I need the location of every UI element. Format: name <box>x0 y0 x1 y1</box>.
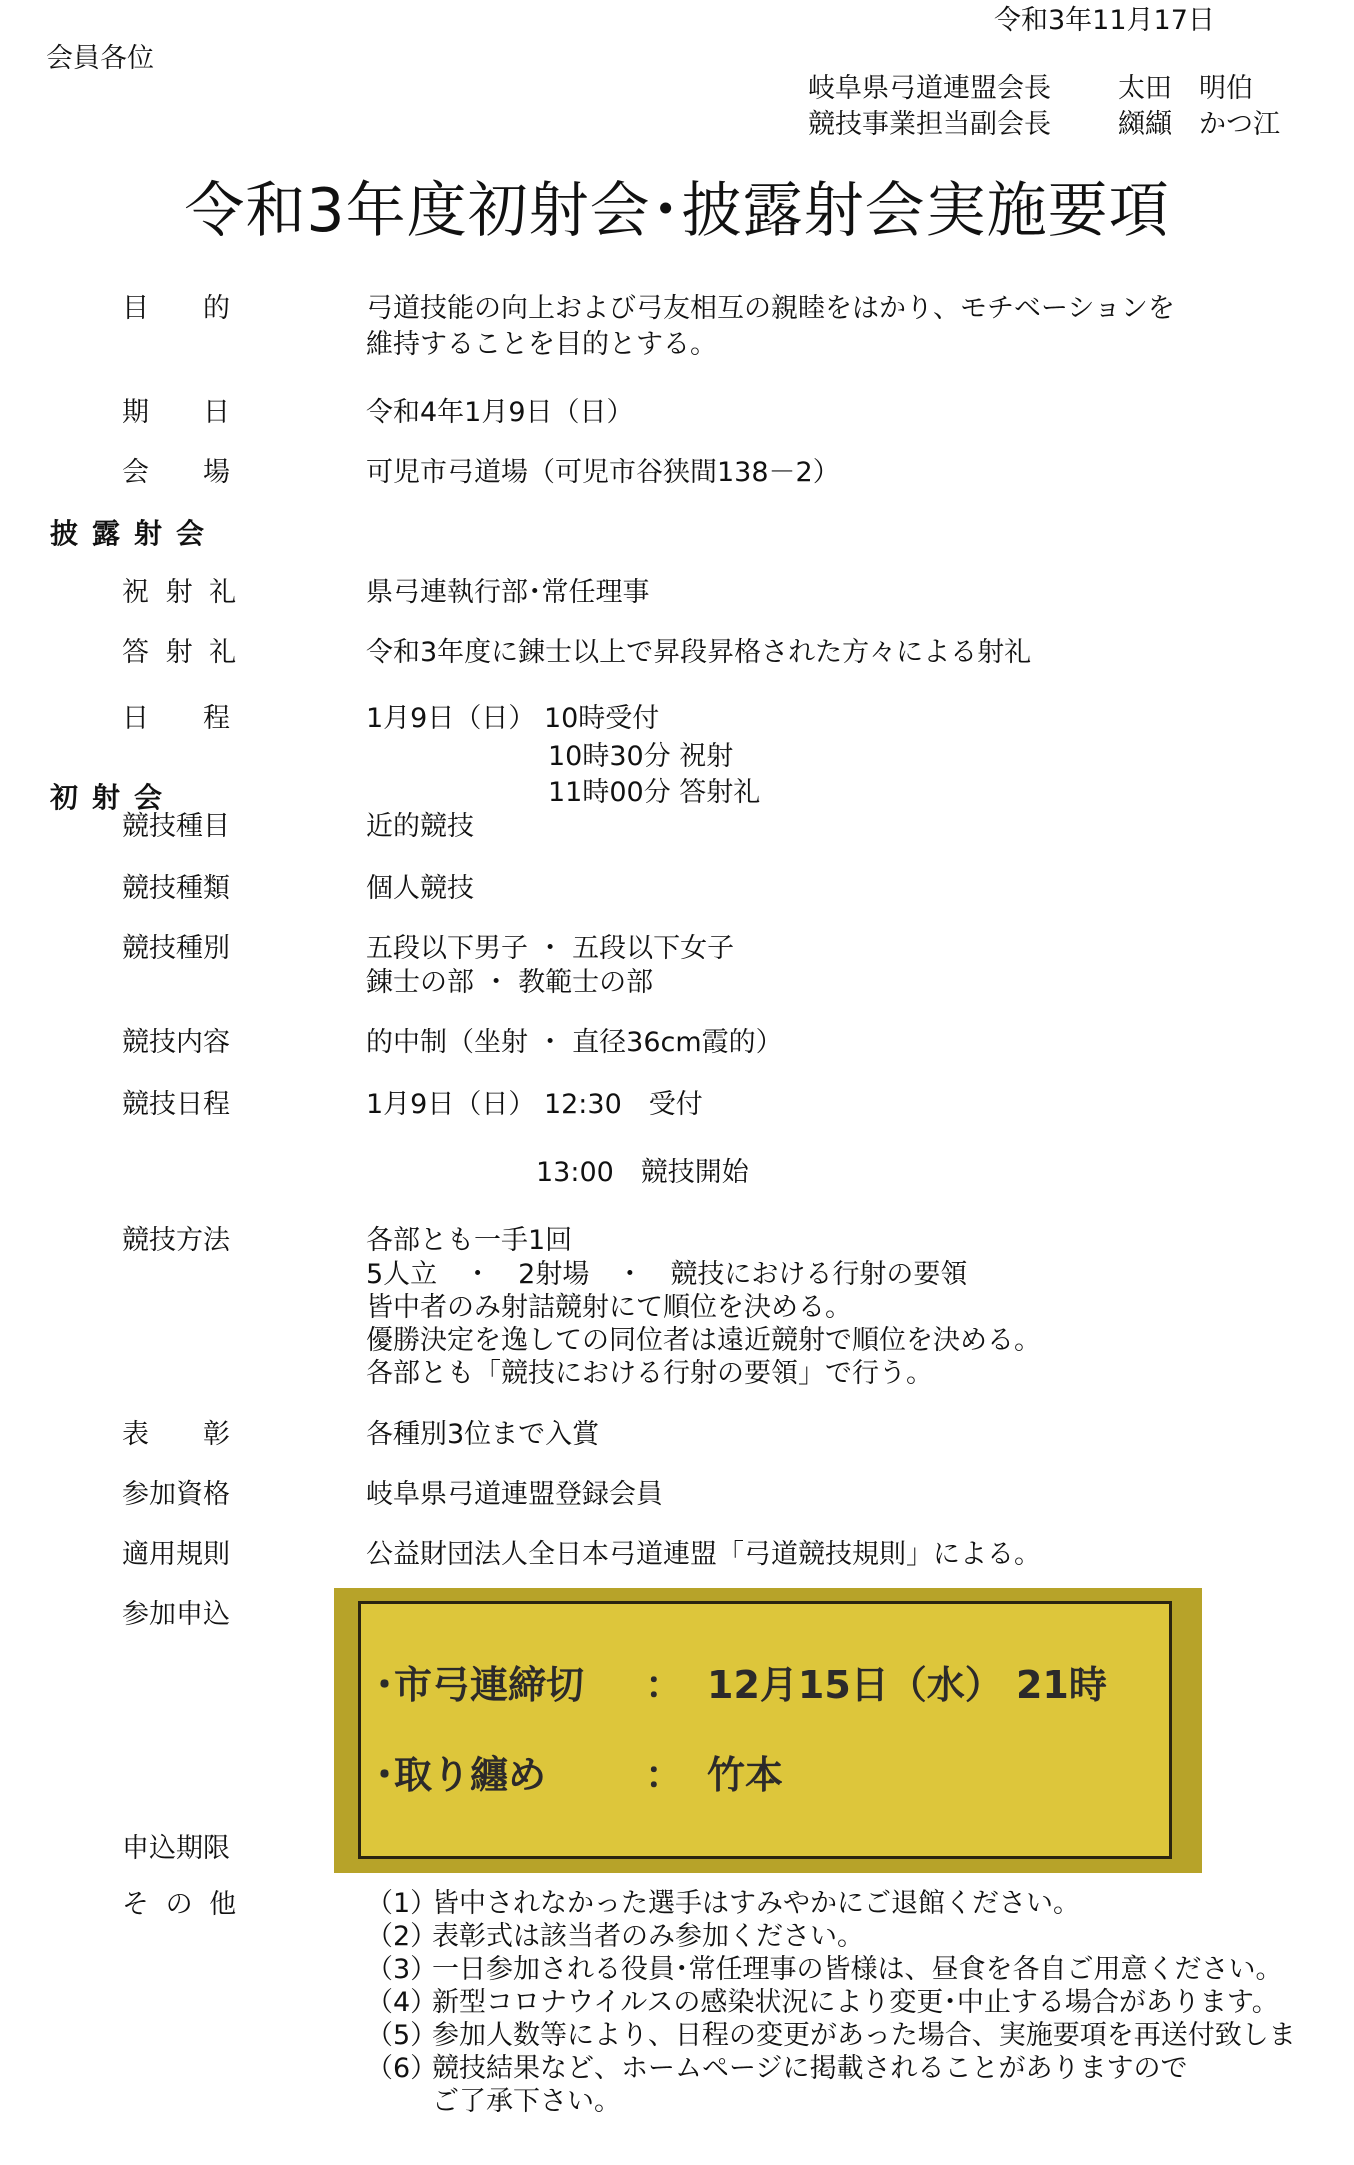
event-item-label: 競技種目 <box>122 811 230 842</box>
purpose-label: 目 的 <box>122 293 230 324</box>
rules-label: 適用規則 <box>122 1539 230 1570</box>
note-number: （5） <box>366 2020 438 2051</box>
schedule-line-2: 10時30分 祝射 <box>548 741 734 772</box>
application-notice-inner <box>358 1601 1172 1859</box>
notice-deadline-value: 12月15日（水） 21時 <box>707 1663 1107 1707</box>
note-text: 新型コロナウイルスの感染状況により変更･中止する場合があります。 <box>432 1987 1279 2018</box>
event-schedule-label: 競技日程 <box>122 1089 230 1120</box>
tosha-label: 答 射 礼 <box>122 637 241 668</box>
other-label: そ の 他 <box>122 1889 241 1920</box>
date-label: 期 日 <box>122 397 230 428</box>
event-method-line-1: 各部とも一手1回 <box>366 1225 573 1256</box>
issuer-1-title: 岐阜県弓道連盟会長 <box>808 73 1051 104</box>
note-number: （1） <box>366 1888 438 1919</box>
note-text: 参加人数等により、日程の変更があった場合、実施要項を再送付致しま <box>432 2020 1296 2051</box>
event-content-label: 競技内容 <box>122 1027 230 1058</box>
event-method-line-5: 各部とも「競技における行射の要領」で行う。 <box>366 1358 933 1389</box>
application-label: 参加申込 <box>122 1599 230 1630</box>
note-item <box>366 1921 864 1952</box>
note-item <box>366 2086 621 2117</box>
note-text: ご了承下さい。 <box>432 2086 621 2117</box>
notice-deadline-key: ･市弓連締切 <box>375 1663 585 1707</box>
document-title: 令和3年度初射会･披露射会実施要項 <box>184 176 1170 246</box>
rules-value: 公益財団法人全日本弓道連盟「弓道競技規則」による。 <box>366 1539 1041 1570</box>
note-item <box>366 2053 1187 2084</box>
section-heading-hatsu: 初射会 <box>50 781 177 814</box>
event-category-label: 競技種別 <box>122 933 230 964</box>
issuer-2-title: 競技事業担当副会長 <box>808 109 1051 140</box>
event-type-label: 競技種類 <box>122 873 230 904</box>
venue-label: 会 場 <box>122 457 230 488</box>
date-value: 令和4年1月9日（日） <box>366 397 634 428</box>
event-method-line-2: 5人立 ・ 2射場 ・ 競技における行射の要領 <box>366 1259 968 1290</box>
schedule-label: 日 程 <box>122 703 230 734</box>
notice-organizer-key: ･取り纏め <box>375 1753 547 1797</box>
tosha-value: 令和3年度に錬士以上で昇段昇格された方々による射礼 <box>366 637 1032 668</box>
note-text: 競技結果など、ホームページに掲載されることがありますので <box>432 2053 1188 2084</box>
event-method-line-3: 皆中者のみ射詰競射にて順位を決める。 <box>366 1292 852 1323</box>
notice-deadline-colon: ： <box>645 1663 684 1707</box>
note-text: 一日参加される役員･常任理事の皆様は、昼食を各自ご用意ください。 <box>432 1954 1283 1985</box>
event-category-line-1: 五段以下男子 ・ 五段以下女子 <box>366 933 735 964</box>
event-method-line-4: 優勝決定を逸しての同位者は遠近競射で順位を決める。 <box>366 1325 1041 1356</box>
event-method-label: 競技方法 <box>122 1225 230 1256</box>
award-value: 各種別3位まで入賞 <box>366 1419 600 1450</box>
schedule-line-1: 1月9日（日） 10時受付 <box>366 703 660 734</box>
event-item-value: 近的競技 <box>366 811 474 842</box>
note-item <box>366 1987 1279 2018</box>
recipients: 会員各位 <box>46 43 154 74</box>
venue-value: 可児市弓道場（可児市谷狭間138－2） <box>366 457 840 488</box>
document-date: 令和3年11月17日 <box>994 5 1215 36</box>
notice-organizer-colon: ： <box>645 1753 684 1797</box>
award-label: 表 彰 <box>122 1419 230 1450</box>
notice-organizer-value: 竹本 <box>707 1753 784 1797</box>
event-content-value: 的中制（坐射 ・ 直径36cm霞的） <box>366 1027 783 1058</box>
eligibility-value: 岐阜県弓道連盟登録会員 <box>366 1479 663 1510</box>
note-number: （3） <box>366 1954 438 1985</box>
shukusha-value: 県弓連執行部･常任理事 <box>366 577 650 608</box>
deadline-label: 申込期限 <box>122 1833 230 1864</box>
note-item <box>366 1888 1080 1919</box>
issuer-1-name: 太田 明伯 <box>1118 73 1253 104</box>
note-item <box>366 2020 1296 2051</box>
event-category-line-2: 錬士の部 ・ 教範士の部 <box>366 967 654 998</box>
section-heading-hiro: 披露射会 <box>50 517 219 550</box>
issuer-2-name: 纐纈 かつ江 <box>1118 109 1280 140</box>
notice-organizer-row <box>375 1744 783 1799</box>
note-number: （6） <box>366 2053 438 2084</box>
purpose-line-1: 弓道技能の向上および弓友相互の親睦をはかり、モチベーションを <box>366 293 1175 324</box>
purpose-line-2: 維持することを目的とする。 <box>366 329 717 360</box>
note-number: （2） <box>366 1921 438 1952</box>
eligibility-label: 参加資格 <box>122 1479 230 1510</box>
note-item <box>366 1954 1283 1985</box>
note-text: 表彰式は該当者のみ参加ください。 <box>432 1921 864 1952</box>
note-text: 皆中されなかった選手はすみやかにご退館ください。 <box>432 1888 1080 1919</box>
event-schedule-line-2: 13:00 競技開始 <box>536 1157 749 1188</box>
shukusha-label: 祝 射 礼 <box>122 577 241 608</box>
notice-deadline-row <box>375 1654 1107 1709</box>
note-number: （4） <box>366 1987 438 2018</box>
application-notice-card <box>334 1588 1202 1873</box>
event-type-value: 個人競技 <box>366 873 474 904</box>
event-schedule-line-1: 1月9日（日） 12:30 受付 <box>366 1089 703 1120</box>
schedule-line-3: 11時00分 答射礼 <box>548 777 761 808</box>
